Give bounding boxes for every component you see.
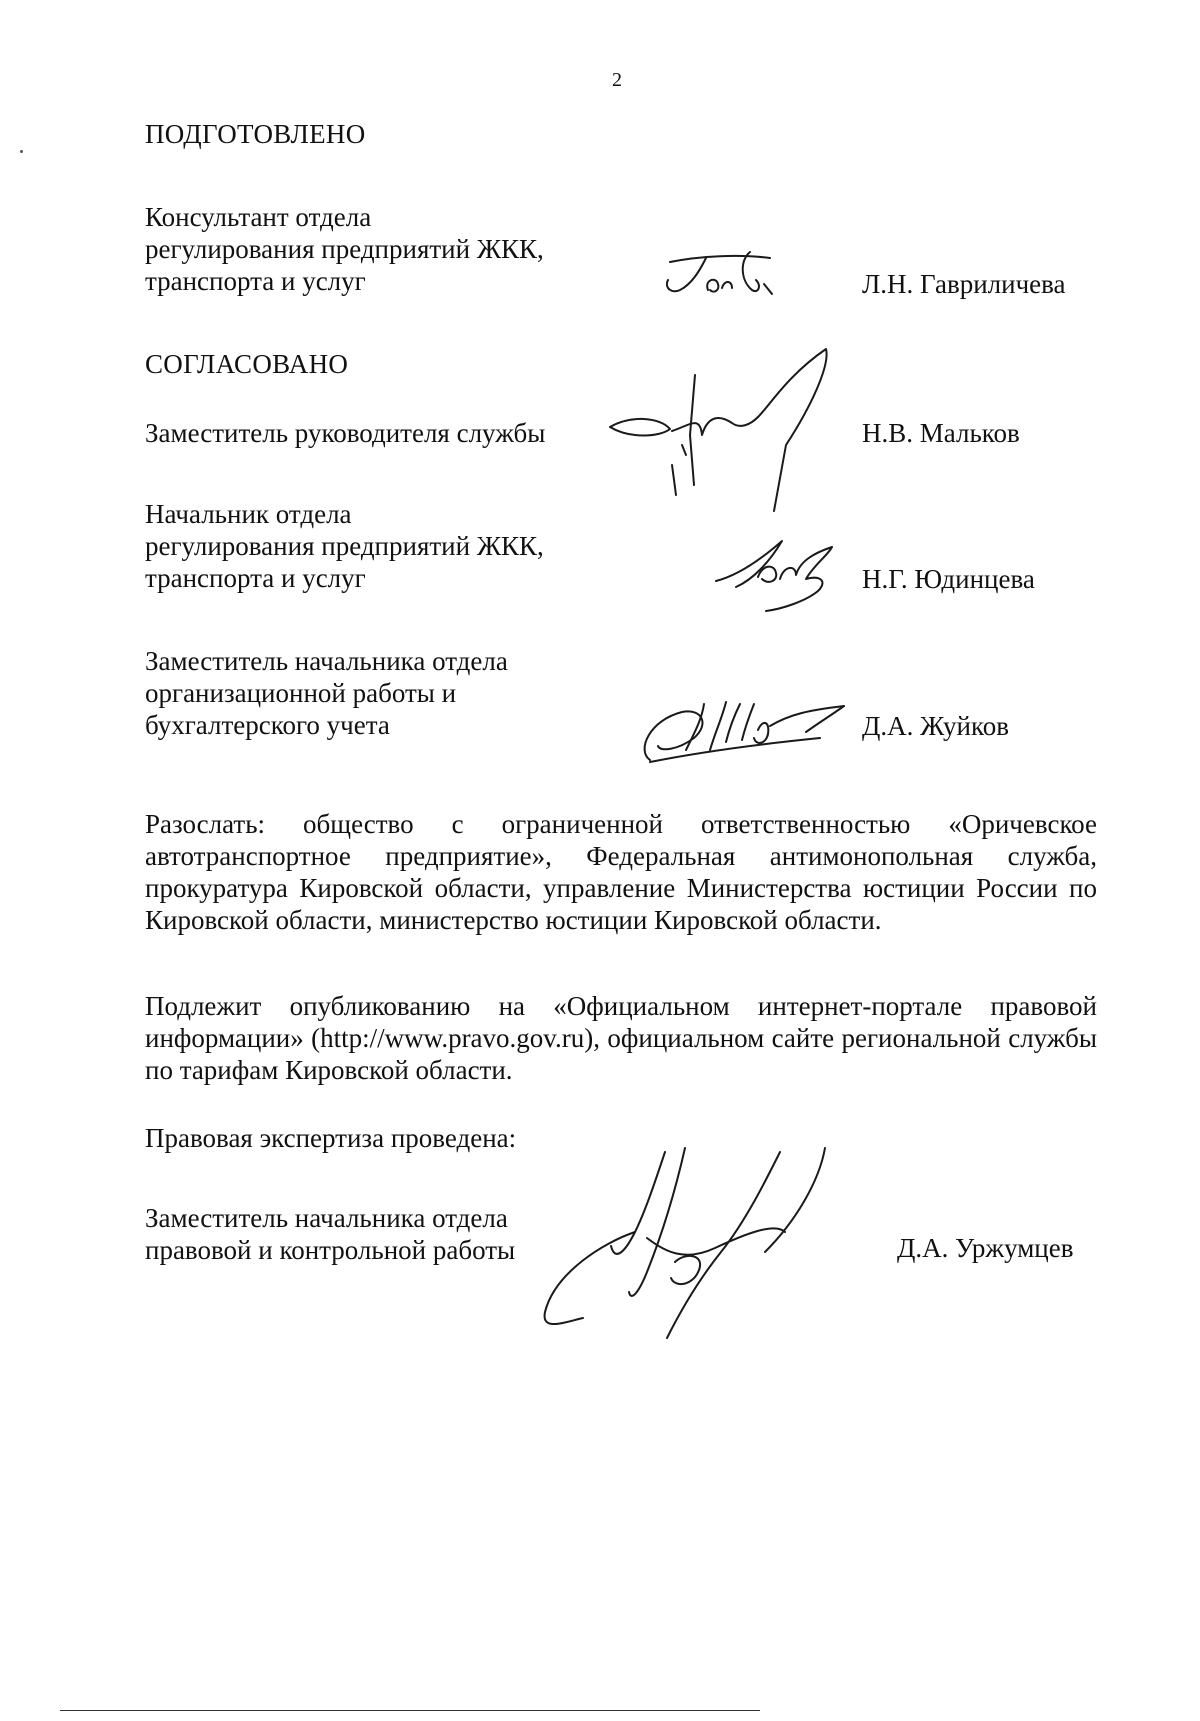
agreed-position-line: бухгалтерского учета [145,710,390,740]
legal-review-heading: Правовая экспертиза проведена: [145,1123,517,1153]
agreed-name-2: Н.Г. Юдинцева [862,564,1035,594]
agreed-name-1: Н.В. Мальков [862,418,1020,448]
distribution-paragraph: Разослать: общество с ограниченной ответственностью «Оричевское автотранспортное предприятие», Федеральная антимонопольная служба, прокуратура Кировской области, управление Министерства юстиции России по Кировской области, министерство юстиции Кировской области. [145,809,1097,935]
publication-paragraph: Подлежит опубликованию на «Официальном интернет-портале правовой информации» (http://www.pravo.gov.ru), официальном сайте региональной службы по тарифам Кировской области. [145,991,1097,1085]
signature-malkov [590,345,850,515]
scan-speck [20,150,23,153]
agreed-position-1 [145,417,545,449]
agreed-position-line: Начальник отдела [145,499,352,529]
signature-urzhumtsev [535,1142,855,1342]
agreed-position-line: транспорта и услуг [145,563,366,593]
signature-yudintseva [710,535,850,615]
agreed-name-3: Д.А. Жуйков [862,711,1009,741]
prepared-position-line: регулирования предприятий ЖКК, [145,234,544,264]
legal-review-position [145,1202,515,1266]
prepared-position [145,201,544,297]
footer-rule [60,1710,760,1711]
prepared-position-line: транспорта и услуг [145,266,366,296]
prepared-name: Л.Н. Гавриличева [862,269,1066,299]
agreed-position-line: организационной работы и [145,678,457,708]
agreed-position-line: Заместитель руководителя службы [145,418,546,448]
agreed-position-line: Заместитель начальника отдела [145,646,508,676]
legal-review-name: Д.А. Уржумцев [897,1233,1074,1263]
page-number: 2 [612,69,622,91]
agreed-position-line: регулирования предприятий ЖКК, [145,531,544,561]
legal-review-position-line: правовой и контрольной работы [145,1235,516,1265]
signature-gavrilicheva [660,250,780,300]
signature-zhuykov [630,690,850,770]
legal-review-position-line: Заместитель начальника отдела [145,1203,508,1233]
prepared-position-line: Консультант отдела [145,202,372,232]
prepared-heading: ПОДГОТОВЛЕНО [145,119,366,149]
agreed-position-2 [145,498,544,594]
agreed-heading: СОГЛАСОВАНО [145,349,349,379]
agreed-position-3 [145,645,508,741]
